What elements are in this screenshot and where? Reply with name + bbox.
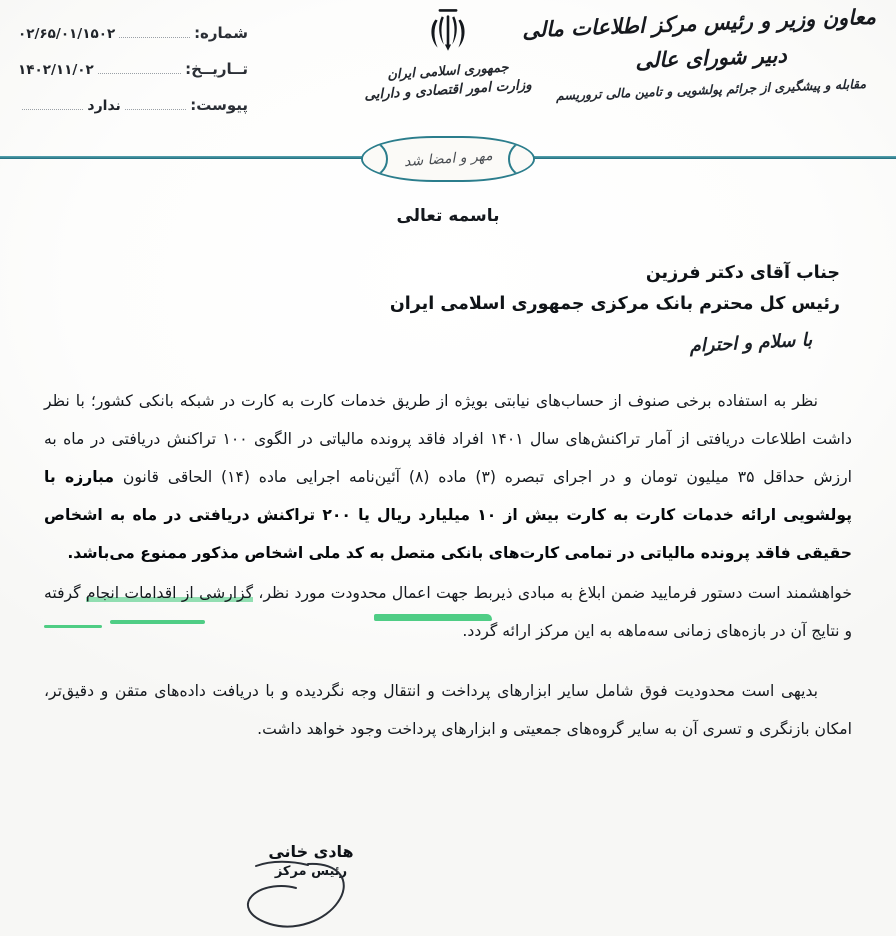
body-paragraph-1-bold: مبارزه با پولشویی ارائه خدمات کارت به کارت بیش از ۱۰ میلیارد ریال یا ۲۰۰ تراکنش دریافتی در ماه به اشخاص حقیقی فاقد پرونده مالیاتی در تمامی کارت‌های بانکی متصل به کد ملی اشخاص مذکور ممنوع می‌باشد. [44,468,852,562]
letter-attachment-row [18,96,248,132]
letter-date-row [18,60,248,96]
signer-name: هادی خانی [268,842,354,861]
body-paragraph-2-highlighted: گزارشی از اقدامات انجام [85,584,254,602]
letter-attachment-leader [125,98,186,110]
recipient-block [280,258,840,357]
highlighter-stroke-2 [110,620,205,624]
letter-date-label: تــاریــخ: [185,60,248,78]
letter-body [44,382,852,748]
body-paragraph-1 [44,382,852,572]
divider-left-segment [0,156,368,159]
signer-title: رئیس مرکز [274,864,348,879]
letter-date-leader [98,62,181,74]
org-title-line-3: مقابله و پیشگیری از جرائم پولشویی و تامین مالی تروریسم [555,76,867,103]
org-title-line-1: معاون وزیر و رئیس مرکز اطلاعات مالی [521,3,877,43]
org-title-line-2: دبیر شورای عالی [634,42,788,73]
cartouche-label: مهر و امضا شد [403,147,493,171]
letter-attachment-label: پیوست: [190,96,248,114]
basmala-heading: باسمه تعالی [396,206,500,226]
highlighter-stroke-1 [44,625,102,628]
signature-block [196,842,426,879]
body-paragraph-2-pre: خواهشمند است دستور فرمایید ضمن ابلاغ به مبادی ذیربط جهت اعمال محدودت مورد نظر، [253,584,852,602]
cartouche-stamp [361,136,535,182]
body-paragraph-1-normal: نظر به استفاده برخی صنوف از حساب‌های نیابتی بویژه از طریق خدمات کارت به کارت در شبکه بانکی کشور؛ با نظر داشت اطلاعات دریافتی از آمار تراکنش‌های سال ۱۴۰۱ افراد فاقد پرونده مالیاتی در الگوی ۱۰۰ تراکنش دریافتی در ماه به ارزش حداقل ۳۵ میلیون تومان و در اجرای تبصره (۳) ماده (۸) آئین‌نامه اجرایی ماده (۱۴) الحاقی قانون [44,392,852,486]
body-paragraph-2-post: گرفته و نتایج آن در بازه‌های زمانی سه‌ماهه به این مرکز ارائه گردد. [44,584,852,640]
highlighter-stroke-3 [374,614,492,621]
greeting-handwritten: با سلام و احترام [689,329,813,357]
letter-number-leader [119,26,190,38]
body-paragraph-2 [44,574,852,650]
divider-right-segment [530,156,896,159]
letter-number-label: شماره: [194,24,248,42]
ministry-name: وزارت امور اقتصادی و دارایی [363,76,533,104]
letter-attachment-value: ندارد [87,98,121,114]
body-paragraph-3: بدیهی است محدودیت فوق شامل سایر ابزارهای پرداخت و انتقال وجه نگردیده و با دریافت داده‌های متقن و دقیق‌تر، امکان بازنگری و تسری آن به سایر گروه‌های جمعیتی و ابزارهای پرداخت وجود خواهد داشت. [44,682,852,738]
letter-date-value: ۱۴۰۲/۱۱/۰۲ [18,62,94,78]
letter-number-value: ۰۲/۶۵/۰۱/۱۵۰۲ [18,26,116,42]
letter-meta-block [18,24,248,132]
recipient-name: جناب آقای دکتر فرزین [645,263,840,283]
country-name: جمهوری اسلامی ایران [386,60,510,83]
organization-block [521,3,877,103]
letter-number-row [18,24,248,60]
letterhead [0,0,896,150]
letter-attachment-leader-2 [22,98,83,110]
recipient-title: رئیس کل محترم بانک مرکزی جمهوری اسلامی ایران [389,294,840,314]
